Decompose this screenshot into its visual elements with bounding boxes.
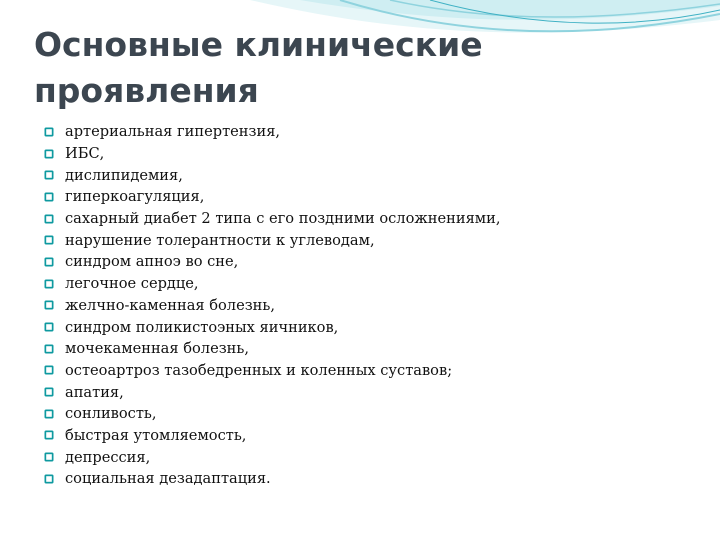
list-item-text: синдром апноэ во сне,: [65, 253, 239, 271]
checkbox-square-icon: [44, 387, 54, 397]
list-item: [44, 186, 704, 208]
list-item: [44, 251, 704, 273]
checkbox-square-icon: [44, 300, 54, 310]
checkbox-square-icon: [44, 257, 54, 267]
checkbox-square-icon: [44, 127, 54, 137]
list-item: [44, 143, 704, 165]
checkbox-square-icon: [44, 452, 54, 462]
list-item-text: синдром поликистоэных яичников,: [65, 318, 339, 336]
list-item-text: дислипидемия,: [65, 166, 183, 184]
list-item: [44, 316, 704, 338]
checkbox-square-icon: [44, 322, 54, 332]
list-item-text: сахарный диабет 2 типа с его поздними осложнениями,: [65, 210, 501, 228]
list-item-text: быстрая утомляемость,: [65, 426, 247, 444]
list-item: [44, 273, 704, 295]
checkbox-square-icon: [44, 214, 54, 224]
list-item-text: гиперкоагуляция,: [65, 188, 205, 206]
checkbox-square-icon: [44, 235, 54, 245]
checkbox-square-icon: [44, 344, 54, 354]
list-item-text: депрессия,: [65, 448, 151, 466]
checkbox-square-icon: [44, 170, 54, 180]
list-item-text: социальная дезадаптация.: [65, 470, 271, 488]
checkbox-square-icon: [44, 192, 54, 202]
slide-title: Основные клинические проявления: [34, 25, 483, 110]
list-item-text: артериальная гипертензия,: [65, 123, 281, 141]
checkbox-square-icon: [44, 279, 54, 289]
list-item: [44, 164, 704, 186]
list-item-text: апатия,: [65, 383, 124, 401]
list-item-text: нарушение толерантности к углеводам,: [65, 231, 375, 249]
checkbox-square-icon: [44, 474, 54, 484]
list-item: [44, 229, 704, 251]
list-item: [44, 403, 704, 425]
list-item: [44, 446, 704, 468]
list-item: [44, 208, 704, 230]
checkbox-square-icon: [44, 365, 54, 375]
checkbox-square-icon: [44, 149, 54, 159]
list-item-text: ИБС,: [65, 145, 105, 163]
list-item-text: желчно-каменная болезнь,: [65, 296, 275, 314]
list-item-text: сонливость,: [65, 405, 157, 423]
symptom-list: [44, 121, 704, 490]
list-item-text: легочное сердце,: [65, 275, 199, 293]
list-item: [44, 468, 704, 490]
checkbox-square-icon: [44, 409, 54, 419]
list-item: [44, 425, 704, 447]
checkbox-square-icon: [44, 430, 54, 440]
list-item: [44, 295, 704, 317]
list-item-text: мочекаменная болезнь,: [65, 340, 249, 358]
list-item: [44, 360, 704, 382]
list-item: [44, 338, 704, 360]
list-item: [44, 381, 704, 403]
list-item-text: остеоартроз тазобедренных и коленных суставов;: [65, 361, 453, 379]
list-item: [44, 121, 704, 143]
